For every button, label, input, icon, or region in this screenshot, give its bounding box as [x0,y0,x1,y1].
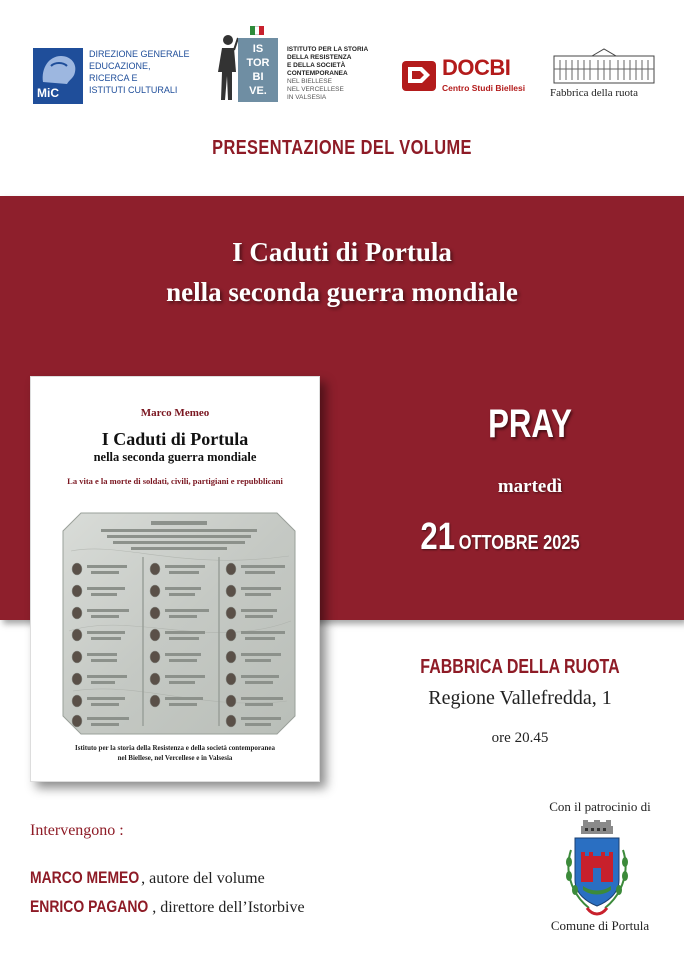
logo-bar [0,0,684,120]
istorbive-badge-line: TOR [246,57,270,69]
istorbive-line: IN VALSESIA [287,94,327,101]
memorial-plaque-image [61,511,297,736]
factory-building-icon [552,48,656,84]
fabbrica-caption: Fabbrica della ruota [550,87,638,99]
book-publisher-line1: Istituto per la storia della Resistenza e della società contemporanea [75,744,275,752]
mic-badge [33,48,83,104]
istorbive-text [287,46,368,102]
docbi-logo [402,55,532,99]
istorbive-line: NEL BIELLESE [287,78,332,85]
istorbive-badge-line: VE. [249,85,267,97]
event-place: PRAY [488,402,572,446]
speakers-intro: Intervengono : [30,822,124,839]
mic-text [89,48,190,96]
patronage-label: Con il patrocinio di [549,799,651,814]
mic-line: EDUCAZIONE, [89,61,151,71]
speaker-name: MARCO MEMEO [30,868,140,887]
docbi-name: DOCBI [442,55,511,80]
istorbive-line: E DELLA SOCIETÀ [287,62,346,69]
istorbive-line: CONTEMPORANEA [287,70,348,77]
mic-line: RICERCA E [89,73,138,83]
event-date [418,516,582,559]
fabbrica-logo [548,48,660,104]
speaker-name: ENRICO PAGANO [30,897,149,916]
istorbive-line: ISTITUTO PER LA STORIA [287,46,369,53]
mic-badge-text: MiC [37,86,59,100]
book-title: I Caduti di Portula [101,429,249,449]
comune-crest-icon [561,820,633,920]
book-cover [30,376,320,782]
event-month-year: OTTOBRE 2025 [458,532,580,554]
speaker-item [30,868,265,888]
event-address: Regione Vallefredda, 1 [428,687,612,709]
book-publisher [31,743,319,763]
event-weekday: martedì [497,476,563,497]
istorbive-badge-line: BI [252,71,264,83]
istorbive-badge-line: IS [252,43,264,55]
mic-line: DIREZIONE GENERALE [89,49,190,59]
event-day: 21 [420,516,456,558]
italian-flag-icon [250,26,264,35]
event-title-line2: nella seconda guerra mondiale [166,277,518,307]
book-tagline: La vita e la morte di soldati, civili, partigiani e repubblicani [67,476,283,486]
istorbive-badge [238,38,278,102]
istorbive-line: DELLA RESISTENZA [287,54,352,61]
istorbive-logo [214,26,404,106]
docbi-mark-icon [402,57,438,93]
speaker-role: , autore del volume [141,870,265,887]
istorbive-line: NEL VERCELLESE [287,86,344,93]
docbi-subtitle: Centro Studi Biellesi [442,83,526,93]
section-heading: PRESENTAZIONE DEL VOLUME [212,137,472,159]
book-author: Marco Memeo [140,407,210,419]
partisan-figure-icon [216,32,238,102]
book-publisher-line2: nel Biellese, nel Vercellese e in Valsesia [117,754,233,762]
speaker-item [30,897,305,917]
event-title [0,232,684,312]
mic-head-icon [33,48,83,88]
event-title-line1: I Caduti di Portula [232,237,452,267]
mic-line: ISTITUTI CULTURALI [89,85,178,95]
speaker-role: , direttore dell’Istorbive [152,899,305,916]
event-venue: FABBRICA DELLA RUOTA [420,656,620,678]
mic-logo [30,48,200,106]
event-time: ore 20.45 [491,730,549,746]
patronage-entity: Comune di Portula [550,918,650,933]
book-subtitle: nella seconda guerra mondiale [93,450,257,464]
